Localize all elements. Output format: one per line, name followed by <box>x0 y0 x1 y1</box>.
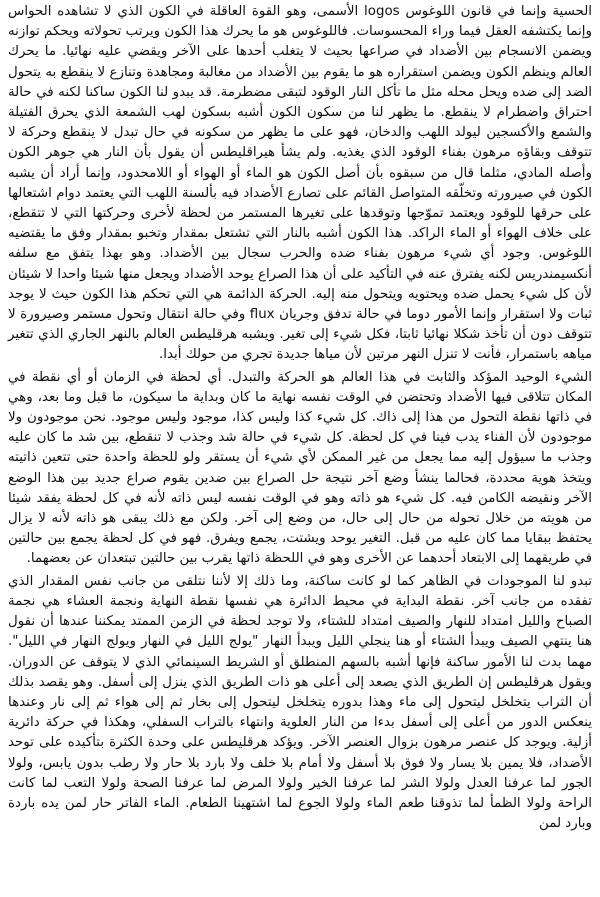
paragraph-unity-of-opposites: تبدو لنا الموجودات في الظاهر كما لو كانت ساكنة، وما ذلك إلا لأننا نتلقى من جانب نفس المقدار الذي تفقده من جانب آخر. نقطة البداية في محيط الدائرة هي نفسها نقطة النهاية ونجمة العشاء هي نجمة الصباح والليل امتداد للنهار والصيف امتداد للشتاء، ولا توجد لحظة في الزمن الممتد يمكننا عندها أن نقول هنا ينتهي الصيف ويبدأ الشتاء أو هنا ينجلي الليل ويبدأ النهار "يولج الليل في النهار ويولج النهار في الليل". مهما بدت لنا الأمور ساكنة فإنها أشبه بالسهم المنطلق أو الشريط السينمائي الذي لا يتوقف عن الدوران. ويقول هرقليطس إن الطريق الذي يصعد إلى أعلى هو ذات الطريق الذي ينزل إلى أسفل. وهو يقصد بذلك أن التراب يتخلخل ليتحول إلى ماء وهذا بدوره يتخلخل ليتحول إلى بخار ثم إلى هواء ثم إلى نار وعندها ينعكس الدور من أعلى إلى أسفل بدءا من النار العلوية وانتهاء بالتراب السفلي، وهكذا في حركة دائرية أزلية. ويوجد كل عنصر مرهون بزوال العنصر الآخر. ويؤكد هرقليطس على وحدة الكثرة بتأكيده على توحد الأضداد، فلا يمين بلا يسار ولا فوق بلا أسفل ولا أمام بلا خلف ولا بارد بلا حار ولا رطب بدون يابس، ولولا الجور لما عرفنا العدل ولولا الشر لما عرفنا الخير ولولا المرض لما عرفنا الصحة ولولا التعب لما كانت الراحة ولولا الظمأ لما تذوقنا طعم الماء ولولا الجوع لما اشتهينا الطعام. الماء الفاتر حار لمن يده باردة وبارد لمن <box>8 573 592 832</box>
paragraph-change-and-becoming: الشيء الوحيد المؤكد والثابت في هذا العالم هو الحركة والتبدل. أي لحظة في الزمان أو أي نقطة في المكان تتلاقى فيها الأضداد وتحتضن في الوقت نفسه نهاية ما كان وبداية ما سيكون، ما قبل وما بعد، وهي في ذاتها نقطة التحول من هذا إلى ذاك. كل شيء كذا وليس كذا، موجود وليس موجود. نحن موجودون ولا موجودون لأن الفناء يدب فينا في كل لحظة. كل شيء في حالة شد وجذب لا تنقطع، بين شد ما كان عليه وجذب ما سيؤول إليه مما يجعل من غير الممكن لأي شيء أن يستقر ولو للحظة واحدة حتى تتعين ذاتيته ويتخذ هوية محددة، فحالما ينشأ وضع آخر نتيجة حل الصراع بين ضدين يقوم صراع جديد بين هذا الوضع الآخر ونقيضه الكامن فيه. كل شيء هو ذاته وهو في الوقت نفسه ليس ذاته لأنه في كل لحظة يفقد شيئا من هويته من خلال تحوله من حال إلى حال، من وضع إلى آخر. ولكن مع ذلك يبقى هو ذاته لأنه لا يزال يحتفظ ببقايا مما كان عليه من قبل. التغير يوحد ويشتت، يجمع ويفرق. فهو في كل لحظة يجمع بين حالتين في طريقهما إلى الابتعاد أحدهما عن الأخرى وهو في اللحظة ذاتها يقرب بين حالتين تبتعدان عن بعضهما. <box>8 369 592 567</box>
paragraph-logos-and-opposites: الحسية وإنما في قانون اللوغوس logos الأسمى، وهو القوة العاقلة في الكون الذي لا تشاهده الحواس وإنما يكتشفه العقل فيما وراء المحسوسات. فاللوغوس هو ما يحرك هذا الكون ويرتب تحولاته ويحكم توازنه ويضمن الانسجام بين الأضداد في صراعها بحيث لا يتغلب أحدها على الآخر ويقضي عليه نهائيا. ما يحرك العالم وينظم الكون ويضمن استقراره هو ما يقوم بين الأضداد من مغالبة ومجاهدة وتنازع لا ينقطع به يتحول الضد إلى ضده ويحل محله مثل ما تأكل النار الوقود لتبقى مضطرمة. قد يبدو لنا الكون ساكنا لكنه في حالة احتراق واضطرام لا ينقطع. ما يظهر لنا من سكون الكون أشبه بسكون لهب الشمعة الذي يحرق الفتيلة والشمع والأكسجين ليولد اللهب والدخان، فهو على ما يظهر من سكونه في حال تبدل لا ينقطع وحركة لا تتوقف وبقاؤه مرهون بفناء الوقود الذي يغذيه. ولم يشأ هيراقليطس أن يقول بأن النار هي جوهر الكون وأصله المادي، مثلما قال من سبقوه بأن أصل الكون هو الماء أو الهواء أو اللامحدود، وإنما أراد أن يشبه الكون في صيرورته وتخلّقه المتواصل القائم على تصارع الأضداد فيه بألسنة اللهب التي يعتمد دوام اشتعالها على حرقها للوقود ويعتمد تموّجها وتوقدها على تغيرها المستمر من لحظة لأخرى وحركتها التي لا تتقطع، على خلاف الهواء أو الماء الراكد. هذا الكون أشبه بالنار التي تشتعل بمقدار وتخبو بمقدار وفق ما يقتضيه اللوغوس. وجود أي شيء مرهون بفناء ضده والحرب سجال بين الأضداد. وهو بهذا يتفق مع سلفه أنكسيمندريس لكنه يفترق عنه في التأكيد على أن هذا الصراع يوحد الأضداد ويجعل منها شيئا واحدا لا شيئان لأن كل شيء يحمل ضده ويحتويه ويتحول منه إليه. الحركة الدائمة هي التي تحكم هذا الكون حيث لا يوجد ثبات ولا استقرار وإنما الأمور دوما في حالة تدفق وجريان flux وفي حالة انتقال وتحول مستمر وصيرورة لا تتوقف دون أن تأخذ شكلا نهائيا ثابتا، فكل شيء إلى تغير. ويشبه هرقليطس العالم بالنهر الجاري الذي تتغير مياهه باستمرار، فأنت لا تنزل النهر مرتين لأن مياها جديدة تجري من حولك أبدا. <box>8 4 593 363</box>
